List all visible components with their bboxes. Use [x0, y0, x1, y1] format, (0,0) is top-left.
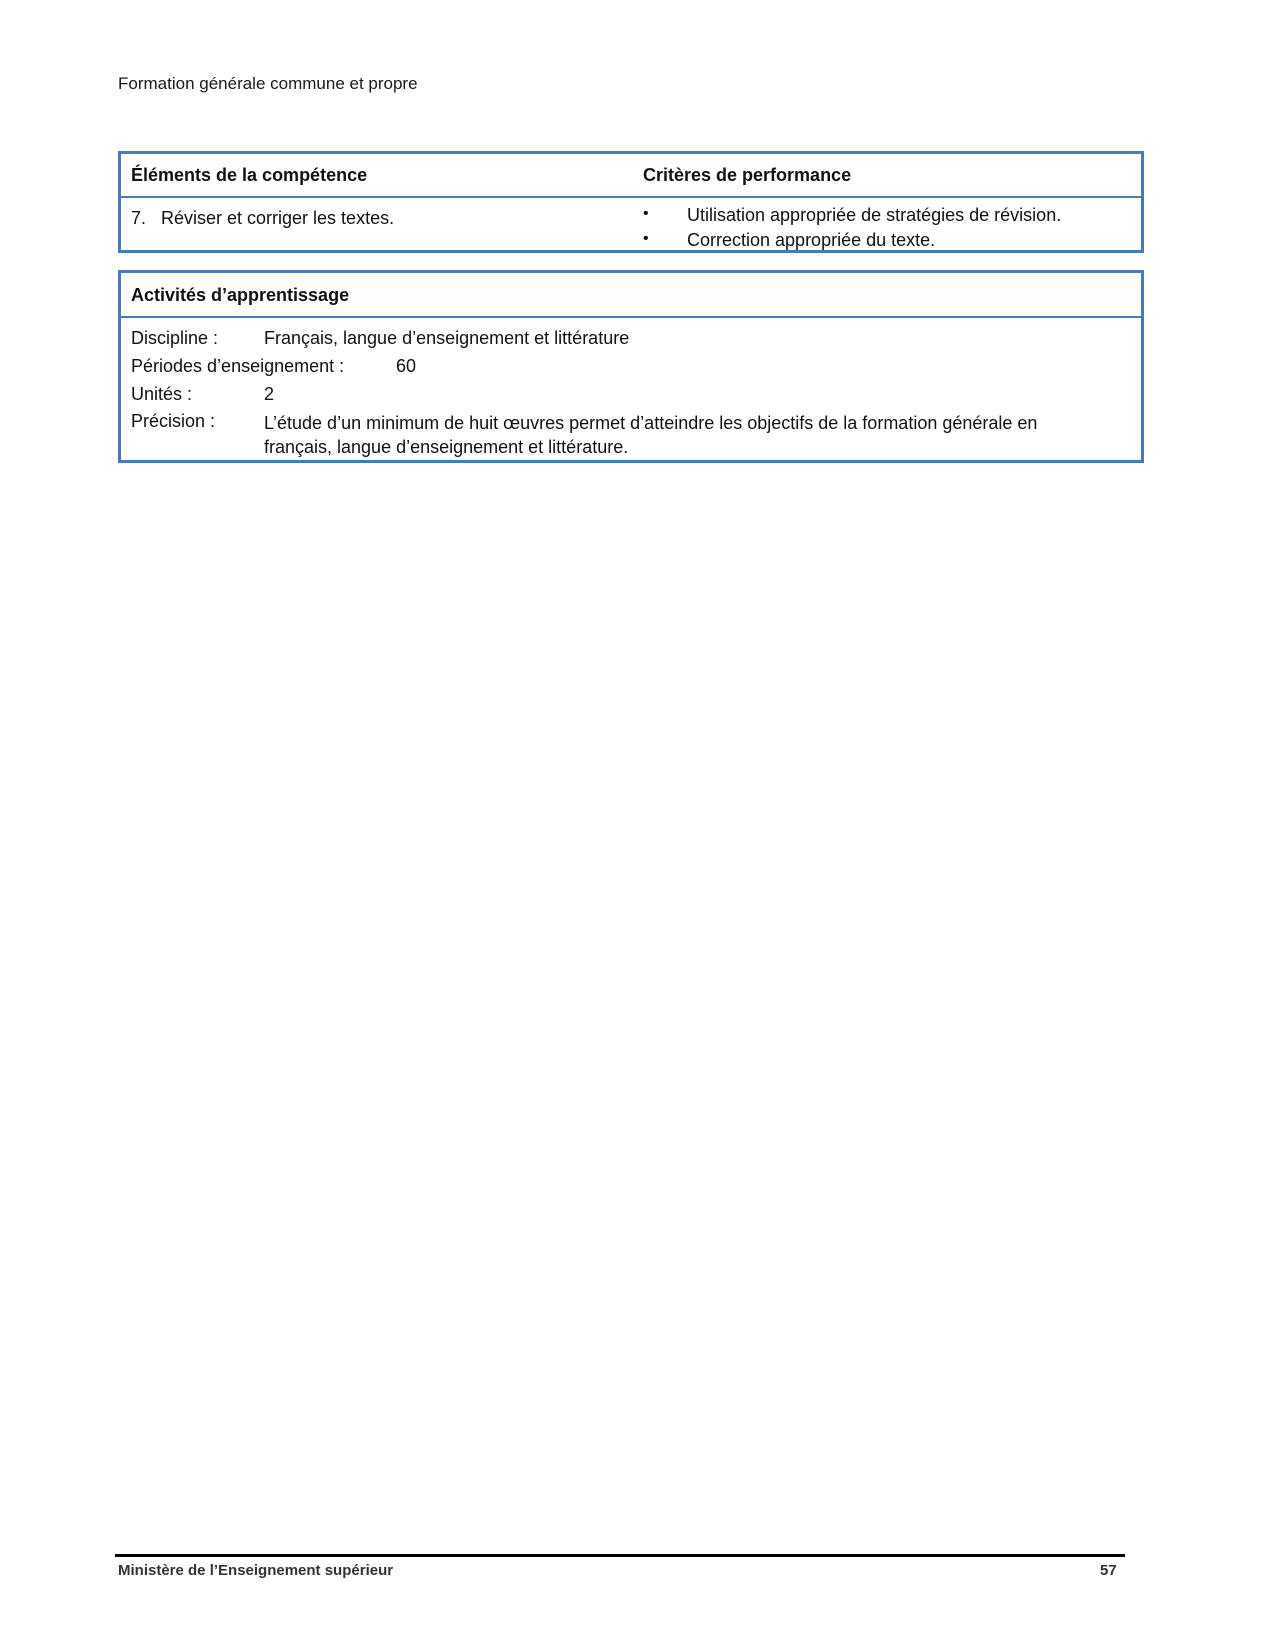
page-number: 57: [1100, 1562, 1117, 1579]
footer-ministry: Ministère de l’Enseignement supérieur: [118, 1562, 394, 1579]
footer-divider: [115, 1554, 1125, 1557]
elements-column-heading: Éléments de la compétence: [131, 165, 368, 185]
periods-label: Périodes d’enseignement :: [131, 356, 345, 376]
activities-table-header: [121, 273, 1141, 318]
element-text: Réviser et corriger les textes.: [161, 208, 395, 228]
units-value: 2: [264, 384, 275, 404]
discipline-value: Français, langue d’enseignement et littérature: [264, 328, 630, 348]
running-header: Formation générale commune et propre: [118, 74, 418, 93]
periods-value: 60: [396, 356, 417, 376]
precision-label: Précision :: [131, 411, 216, 431]
units-label: Unités :: [131, 384, 193, 404]
activities-table: [118, 270, 1144, 463]
bullet-icon: •: [643, 230, 649, 247]
competence-table: [118, 151, 1144, 253]
criterion-text: Correction appropriée du texte.: [687, 230, 936, 250]
bullet-icon: •: [643, 205, 649, 222]
criterion-text: Utilisation appropriée de stratégies de révision.: [687, 205, 1062, 225]
competence-table-header: [121, 154, 1141, 198]
periods-row: [131, 356, 417, 377]
discipline-label: Discipline :: [131, 328, 219, 348]
discipline-row: [131, 328, 630, 349]
precision-value: L’étude d’un minimum de huit œuvres permet d’atteindre les objectifs de la formation générale en français, langue d’enseignement et littérature.: [264, 413, 1038, 457]
precision-row: [131, 411, 1131, 457]
units-row: [131, 384, 275, 405]
element-number: 7.: [131, 208, 147, 228]
criteria-column-heading: Critères de performance: [643, 165, 852, 185]
activities-title: Activités d’apprentissage: [131, 285, 350, 305]
